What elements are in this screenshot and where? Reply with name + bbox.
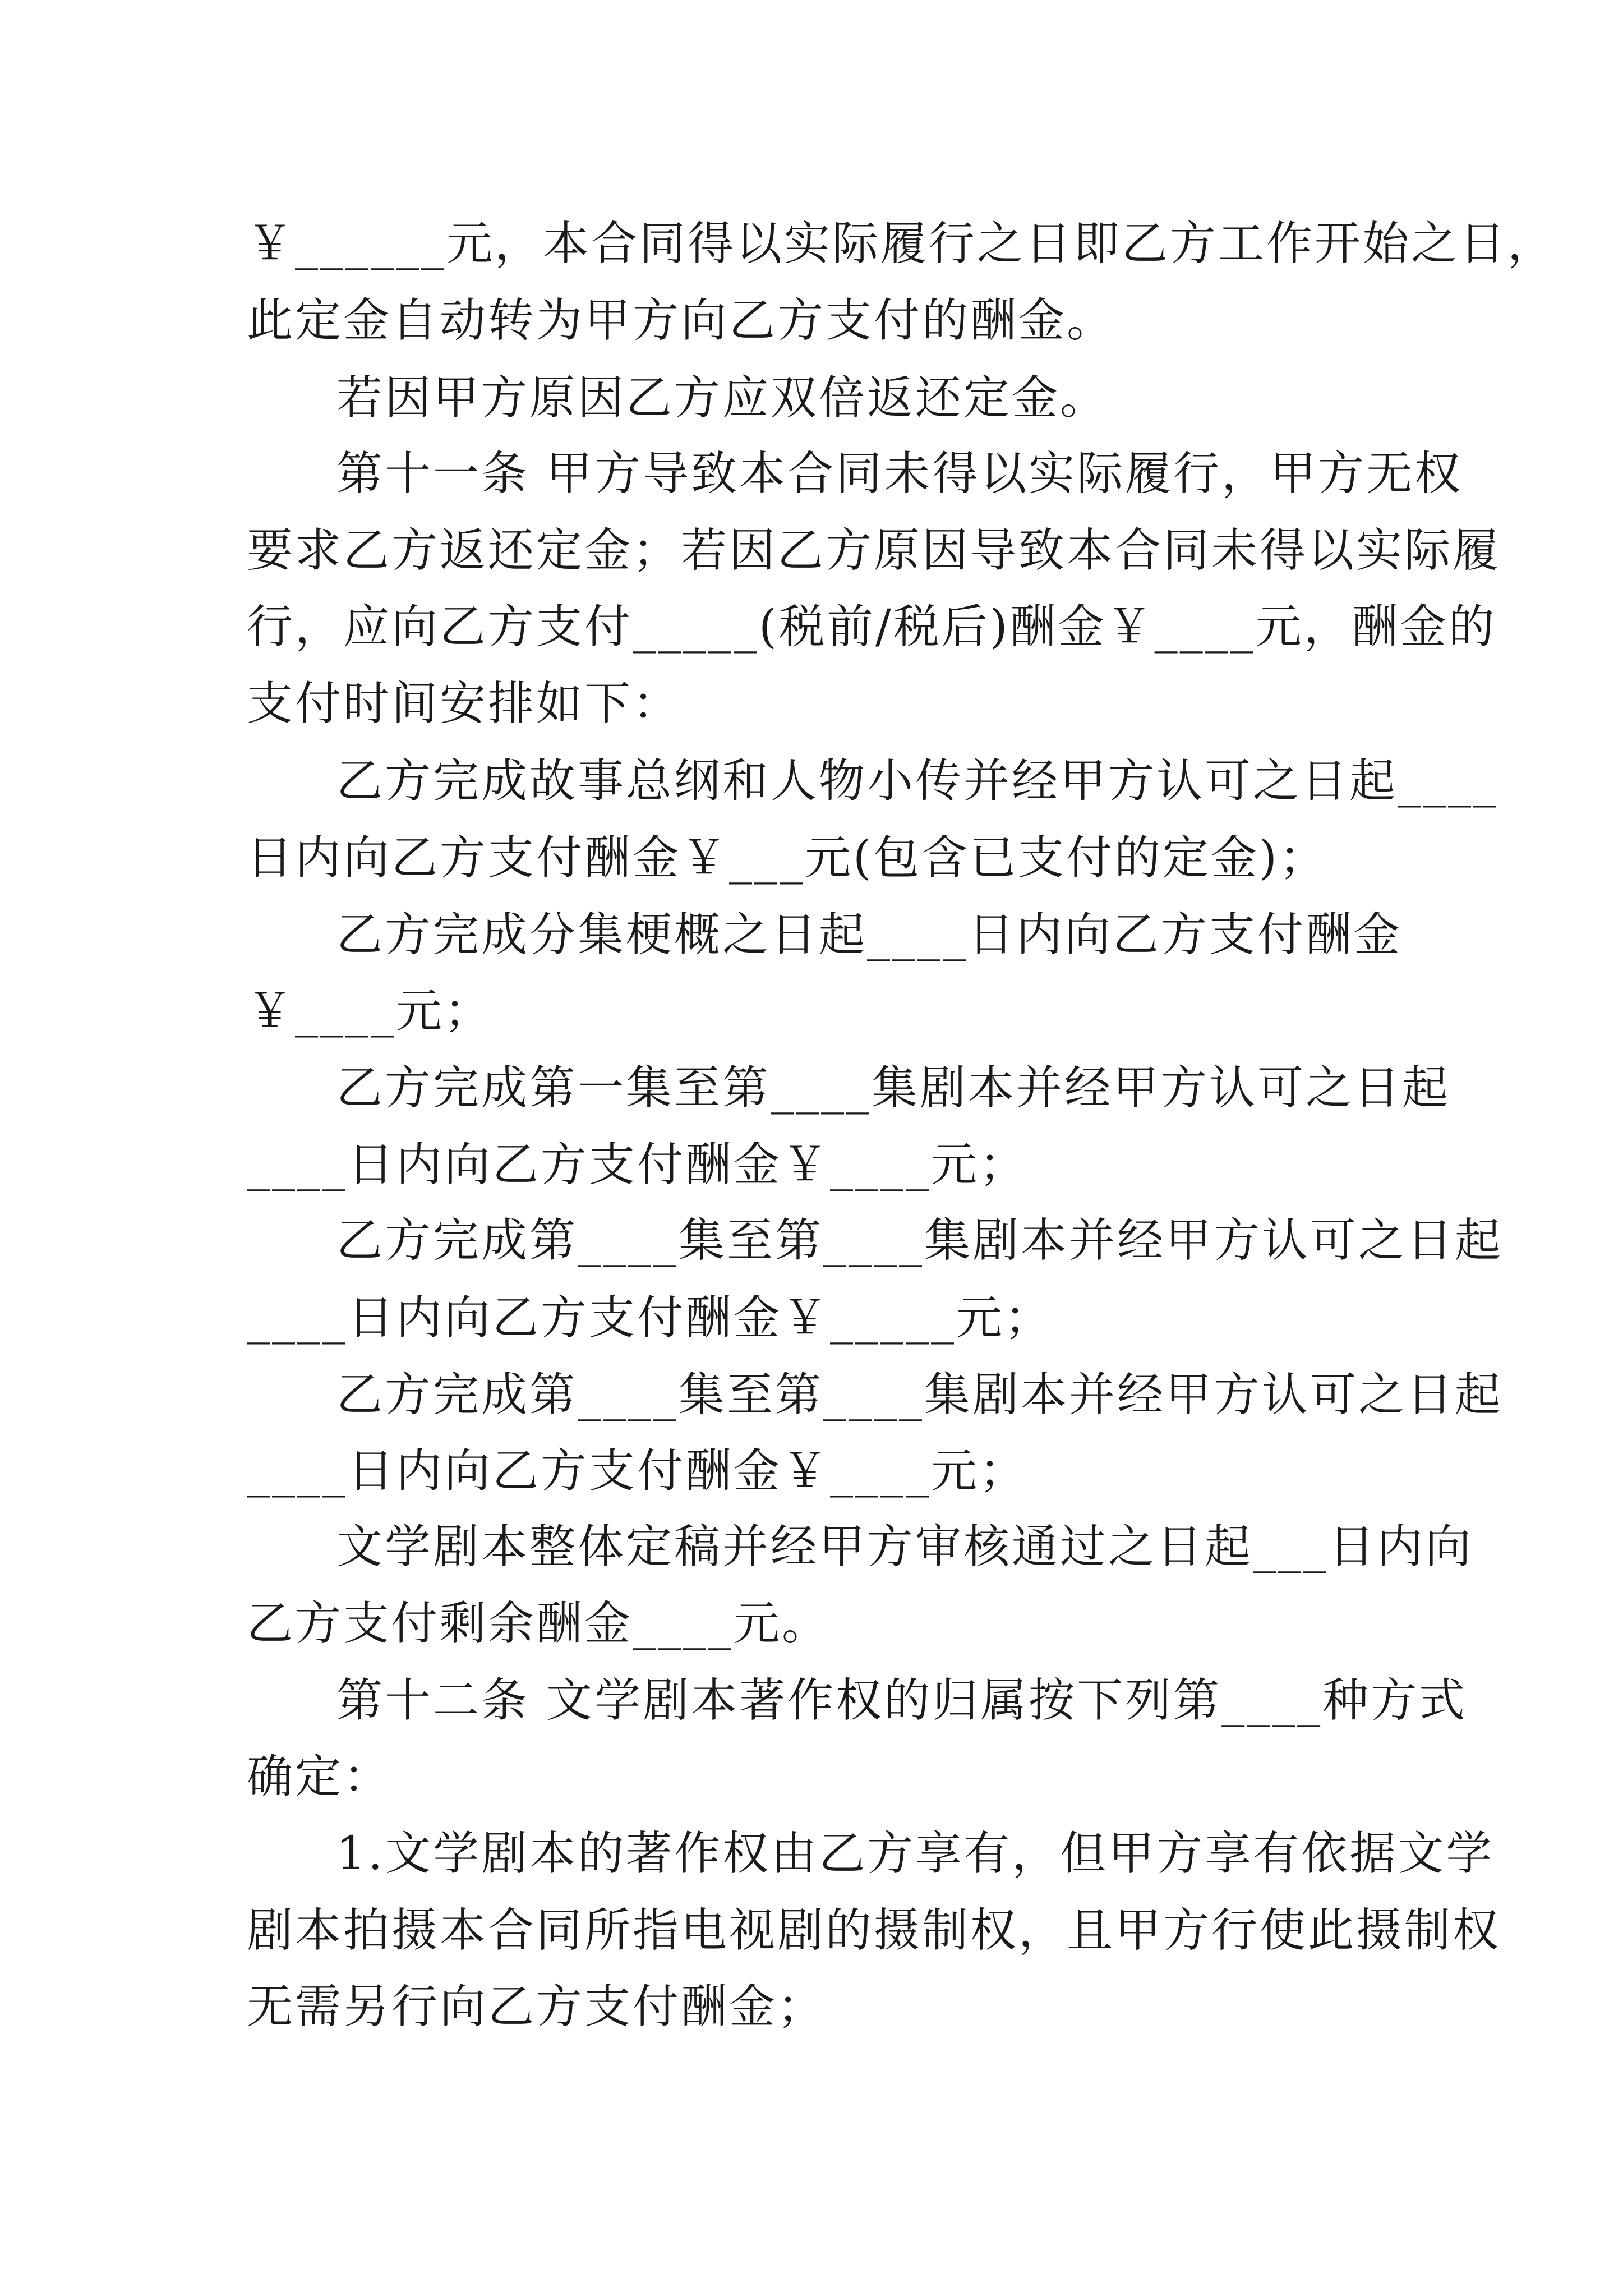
text-line: 确定： xyxy=(247,1750,392,1803)
text-line: 剧本拍摄本合同所指电视剧的摄制权，且甲方行使此摄制权 xyxy=(247,1904,1501,1957)
text-line: 乙方完成第一集至第____集剧本并经甲方认可之日起 xyxy=(336,1061,1451,1115)
text-line: 乙方完成第____集至第____集剧本并经甲方认可之日起 xyxy=(336,1214,1504,1267)
text-line: 行，应向乙方支付_____(税前/税后)酬金￥____元，酬金的 xyxy=(247,600,1497,654)
text-line: 日内向乙方支付酬金￥___元(包含已支付的定金)； xyxy=(247,831,1327,885)
text-line: 支付时间安排如下： xyxy=(247,677,681,730)
text-line: ____日内向乙方支付酬金￥____元； xyxy=(247,1444,1028,1498)
text-line: ____日内向乙方支付酬金￥_____元； xyxy=(247,1291,1053,1345)
text-line: 此定金自动转为甲方向乙方支付的酬金。 xyxy=(247,294,1115,347)
text-line: 乙方完成分集梗概之日起____日内向乙方支付酬金 xyxy=(336,908,1403,961)
article-12-heading-line: 第十二条 文学剧本著作权的归属按下列第____种方式 xyxy=(336,1674,1468,1727)
text-line: 文学剧本整体定稿并经甲方审核通过之日起___日内向 xyxy=(336,1520,1474,1573)
text-line: 无需另行向乙方支付酬金； xyxy=(247,1980,826,2033)
text-line: 若因甲方原因乙方应双倍返还定金。 xyxy=(336,371,1109,425)
text-line: 乙方支付剩余酬金____元。 xyxy=(247,1597,831,1650)
text-line: ￥______元，本合同得以实际履行之日即乙方工作开始之日， xyxy=(247,217,1556,270)
text-line: 1.文学剧本的著作权由乙方享有，但甲方享有依据文学 xyxy=(336,1827,1495,1880)
text-line: 要求乙方返还定金；若因乙方原因导致本合同未得以实际履 xyxy=(247,524,1501,577)
text-line: 乙方完成故事总纲和人物小传并经甲方认可之日起____ xyxy=(336,754,1499,808)
text-line: ￥____元； xyxy=(247,984,493,1038)
text-line: ____日内向乙方支付酬金￥____元； xyxy=(247,1138,1028,1191)
text-line: 乙方完成第____集至第____集剧本并经甲方认可之日起 xyxy=(336,1368,1504,1421)
article-11-heading-line: 第十一条 甲方导致本合同未得以实际履行，甲方无权 xyxy=(336,447,1463,500)
